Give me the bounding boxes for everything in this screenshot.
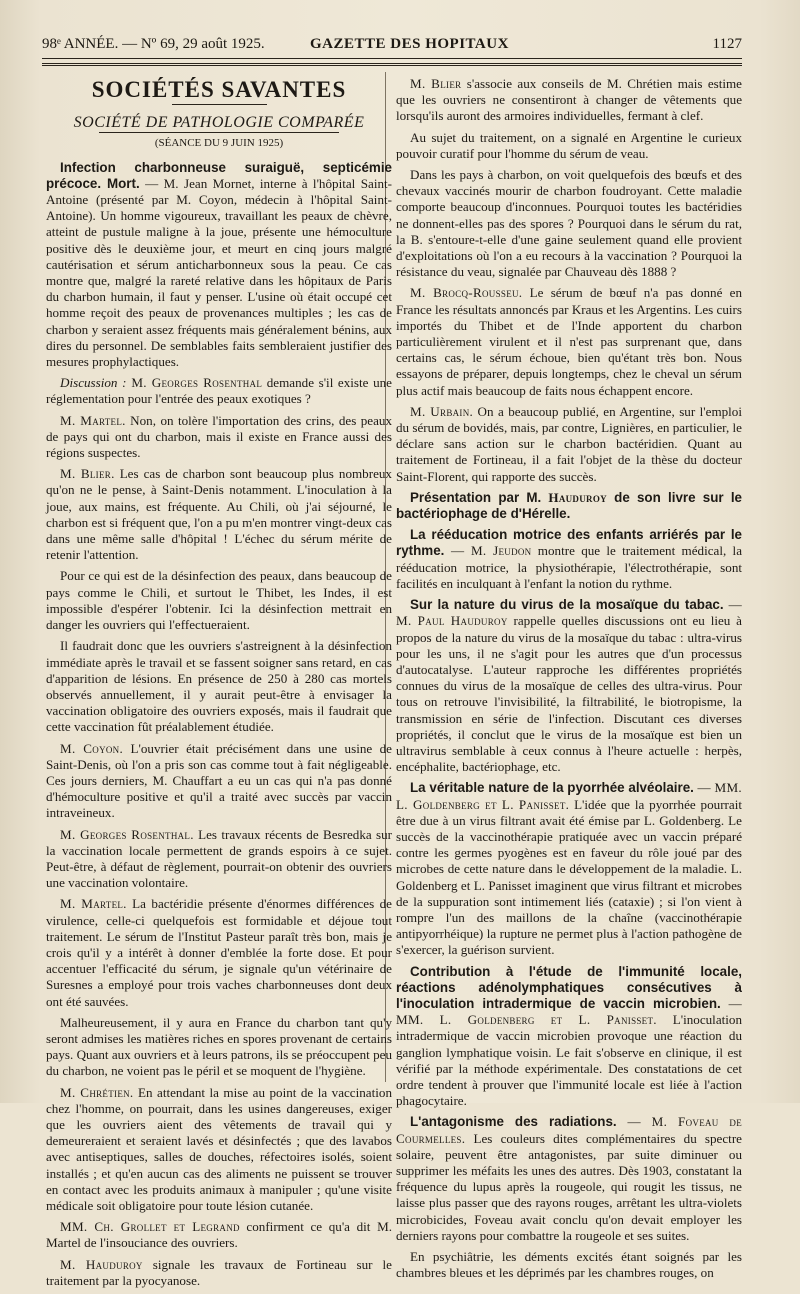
- section-title: SOCIÉTÉS SAVANTES: [91, 77, 347, 102]
- discussion-paragraph: M. Blier s'associe aux conseils de M. Chrétien mais estime que les ouvriers ne consentiront à changer de vêtements que lorsqu'ils auront des armoires individuelles, fermant à clef.: [396, 76, 742, 124]
- article-title: L'antagonisme des radiations.: [410, 1114, 617, 1130]
- article-title: La véritable nature de la pyorrhée alvéolaire.: [410, 780, 694, 796]
- discussion-paragraph: M. Brocq-Rousseu. Le sérum de bœuf n'a pas donné en France les résultats annoncés par Kraus et les Argentins. Les cuirs importés du Thibet et de l'Inde apportent du charbon particulièrement virulent et il n'est pas surprenant que, dans certains cas, le sérum échoue, bien qu'étant très bon. Nous essayons de préparer, depuis longtemps, chez le cheval un sérum plus actif mais beaucoup de faits nous échappent encore.: [396, 285, 743, 398]
- article-paragraph: L'antagonisme des radiations. — M. Foveau de Courmelles. Les couleurs dites complémentaires du spectre solaire, peuvent être antagonistes, par suite diminuer ou supprimer les méfaits les unes des autres. Dès 1903, constatant la fréquence du lupus après la rougeole, qui rougit les tissus, ne laisse plus passer que des rayons rouges, arrêtant les ultra-violets microbicides, Foveau avait conclu qu'on devait employer les derniers rayons pour combattre la rougeole et ses suites.: [396, 1114, 742, 1243]
- body-paragraph: En psychiâtrie, les déments excités étant soignés par les chambres bleues et les déprimés par les chambres rouges, on: [396, 1249, 742, 1281]
- newspaper-title: GAZETTE DES HOPITAUX: [310, 36, 509, 52]
- article-title: Sur la nature du virus de la mosaïque du tabac.: [410, 597, 724, 613]
- discussion-paragraph: M. Coyon. L'ouvrier était précisément dans une usine de Saint-Denis, où l'on a pris son cas comme tout à fait négligeable. Ces jours derniers, M. Chauffart a eu un cas qui n'a pas donné d'hémoculture positive et qu'il a traité avec succès par vaccin intraveineux.: [46, 740, 392, 821]
- page-number: 1127: [712, 36, 742, 52]
- article-title: La rééducation motrice des enfants arriérés par le rythme.: [396, 527, 742, 559]
- right-column: [396, 76, 742, 1286]
- header-rule: [42, 58, 742, 59]
- article-paragraph: Contribution à l'étude de l'immunité locale, réactions adénolymphatiques consécutives à l'inoculation intradermique de vaccin microbien. — MM. L. Goldenberg et L. Panisset. L'inoculation intradermique de vaccin microbien provoque une réaction du ganglion lymphatique voisin. Le fait s'observe en clinique, il est vérifié par la méthode expérimentale. Des constatations de cet ordre tendent à prouver que l'immunité locale est liée à l'action phagocytaire.: [396, 963, 743, 1109]
- discussion-paragraph: M. Blier. Les cas de charbon sont beaucoup plus nombreux qu'on ne le pense, à Saint-Denis notamment. L'inoculation à la joue, aux mains, est fréquente. Au Chili, où j'ai séjourné, le charbon est si fréquent que, l'on a pu m'en montrer vingt-deux cas dans une même salle d'hôpital ! L'échec du sérum mérite de retenir l'attention.: [46, 466, 392, 563]
- body-paragraph: Il faudrait donc que les ouvriers s'astreignent à la désinfection immédiate après le travail et se fassent soigner sans retard, en cas d'apparition de lésions. En présence de 250 à 280 cas mortels observés annuellement, il y aurait peut-être à envisager la vaccination obligatoire des ouvriers exposés, mais il faudrait que cette vaccination fût préalablement étudiée.: [46, 638, 392, 735]
- article-paragraph: La véritable nature de la pyorrhée alvéolaire. — MM. L. Goldenberg et L. Panisset. L'idée que la pyorrhée pourrait être due à un virus filtrant avait été émise par L. Goldenberg. Le succès de la vaccinothérapie pratiquée avec un vaccin préparé contre les germes pyogènes est en faveur du rôle joué par des microbes de cette nature dans le développement de la maladie. L. Goldenberg et L. Panisset imaginent que virus filtrant et microbes de la suppuration sont intimement liés (cataxie) ; si l'on vient à rompre l'un des maillons de la chaîne (vaccinothérapie antipyorrhéique) la rupture ne permet plus à l'action pathogène de s'exercer, la guérison survient.: [396, 780, 743, 958]
- discussion-paragraph: M. Hauduroy signale les travaux de Fortineau sur le traitement par la pyocyanose.: [46, 1256, 392, 1288]
- body-paragraph: Dans les pays à charbon, on voit quelquefois des bœufs et des chevaux vaccinés mourir de charbon foudroyant. Cette maladie comporte beaucoup d'inconnues. Pourquoi toutes les bactéridies ne donnent-elles pas des spores ? Pourquoi dans le sérum du rat, la B. s'entoure-t-elle d'une gaine seulement quand elle provient d'exploitations où l'on a eu recours à la vaccination ? Pourquoi la résistance du veau, signalée par Chauveau dès 1888 ?: [396, 167, 742, 280]
- discussion-paragraph: M. Urbain. On a beaucoup publié, en Argentine, sur l'emploi du sérum de bovidés, mais, par contre, Lignières, en particulier, le déclare sans action sur le charbon bactéridien. Quant au traitement de Fortineau, il a fait l'objet de la thèse du docteur Saint-Florent, qui rapporte des succès.: [396, 403, 742, 484]
- discussion-paragraph: MM. Ch. Grollet et Legrand confirment ce qu'a dit M. Martel de l'insouciance des ouvriers.: [46, 1219, 392, 1251]
- header-double-rule: [42, 63, 742, 66]
- page-header: [42, 36, 742, 56]
- seance-date: (SÉANCE DU 9 JUIN 1925): [154, 137, 284, 150]
- discussion-paragraph: Discussion : M. Georges Rosenthal demande s'il existe une réglementation pour l'entrée des peaux exotiques ?: [46, 375, 392, 407]
- discussion-paragraph: M. Chrétien. En attendant la mise au point de la vaccination chez l'homme, on pourrait, dans les usines dangereuses, exiger que les ouvriers aient des vêtements de travail qui y demeureraient et seraient lavés et désinfectés ; que des lavabos avec antiseptiques, salles de douches, réfectoires isolés, soient installés ; et qu'en aucun cas des aliments ne puissent se trouver en contact avec les produits animaux à manipuler ; qu'une visite médicale soit obligatoire pour toute lésion cutanée.: [46, 1084, 392, 1213]
- article-title: Infection charbonneuse suraiguë, septicémie précoce. Mort.: [46, 159, 392, 191]
- society-rule: [99, 132, 339, 133]
- section-title-rule: [172, 104, 267, 105]
- body-paragraph: Malheureusement, il y aura en France du charbon tant qu'y seront admises les matières riches en spores provenant de certains pays. Quant aux ouvriers et à leurs patrons, ils se préoccupent peu du charbon, ne voient pas le péril et se moquent de l'hygiène.: [46, 1014, 392, 1079]
- article-paragraph: Sur la nature du virus de la mosaïque du tabac. — M. Paul Hauduroy rappelle quelles discussions ont eu lieu à propos de la nature du virus de la mosaïque du tabac : ultra-virus pour les uns, il ne s'agit pour les autres que d'un processus d'autocatalyse. L'auteur rapproche les différentes propriétés connues du virus de la mosaïque de celles des ultra-virus. Pour tous on retrouve l'invisibilité, la filtrabilité, le biotropisme, la transmission en série de l'infection. Discutant ces diverses propriétés, il conclut que le virus de la mosaïque est bien un ultravirus semblable à ceux connus à l'heure actuelle : herpès, encéphalite, bactériophage, etc.: [396, 597, 743, 775]
- society-name: SOCIÉTÉ DE PATHOLOGIE COMPARÉE: [73, 114, 365, 132]
- left-column: [46, 76, 392, 1294]
- discussion-paragraph: M. Georges Rosenthal. Les travaux récents de Besredka sur la vaccination locale permettent de grands espoirs à ce sujet. Peut-être, à défaut de règlement, pourrait-on obtenir des ouvriers une vaccination volontaire.: [46, 826, 392, 891]
- body-paragraph: Au sujet du traitement, on a signalé en Argentine le curieux pouvoir curatif pour l'homme du sérum de veau.: [396, 129, 742, 161]
- issue-info: 98ᵉ ANNÉE. — Nº 69, 29 août 1925.: [42, 36, 265, 52]
- article-paragraph: La rééducation motrice des enfants arriérés par le rythme. — M. Jeudon montre que le traitement médical, la rééducation motrice, la physiothérapie, l'électrothérapie, sont facilités en inculquant à l'enfant la notion du rythme.: [396, 527, 743, 591]
- article-heading: Présentation par M. Hauduroy de son livre sur le bactériophage de d'Hérelle.: [396, 489, 742, 522]
- article-paragraph: Infection charbonneuse suraiguë, septicémie précoce. Mort. — M. Jean Mornet, interne à l'hôpital Saint-Antoine (présenté par M. Coyon, médecin à l'hôpital Saint-Antoine). Un homme vigoureux, travaillant les peaux de chèvre, atteint de pustule maligne à la joue, présente une hémoculture positive dès le deuxième jour, et meurt en cinq jours malgré cautérisation et sérum anticharbonneux sous la peau. Ce cas montre que, malgré la rareté relative dans les hôpitaux de Paris du charbon humain, il faut y penser. L'usine où était occupé cet homme reçoit des peaux de provenances multiples ; les cas de charbon y seraient assez fréquents mais généralement bénins, aux dires du personnel. De semblables faits sembleraient justifier des mesures prophylactiques.: [46, 159, 392, 370]
- body-paragraph: Pour ce qui est de la désinfection des peaux, dans beaucoup de pays comme le Chili, et surtout le Thibet, les Indes, il est impossible d'espérer l'obtenir. Ici la désinfection mettrait en danger les ouvriers qui l'effectueraient.: [46, 568, 392, 633]
- discussion-paragraph: M. Martel. Non, on tolère l'importation des crins, des peaux de pays qui ont du charbon, mais il existe en France aussi des régions suspectes.: [46, 412, 392, 461]
- discussion-paragraph: M. Martel. La bactéridie présente d'énormes différences de virulence, celle-ci quelquefois est formidable et déjoue tout traitement. Le sérum de l'Institut Pasteur paraît très bon, mais je crois qu'il y a intérêt à donner d'emblée la forte dose. Et pour accentuer l'efficacité du sérum, je signale qu'un vétérinaire de Suresnes a employé pour trois vaches charbonneuses dont deux ont été sauvées.: [46, 896, 392, 1009]
- article-title: Contribution à l'étude de l'immunité locale, réactions adénolymphatiques consécutives à l'inoculation intradermique de vaccin microbien.: [396, 963, 742, 1011]
